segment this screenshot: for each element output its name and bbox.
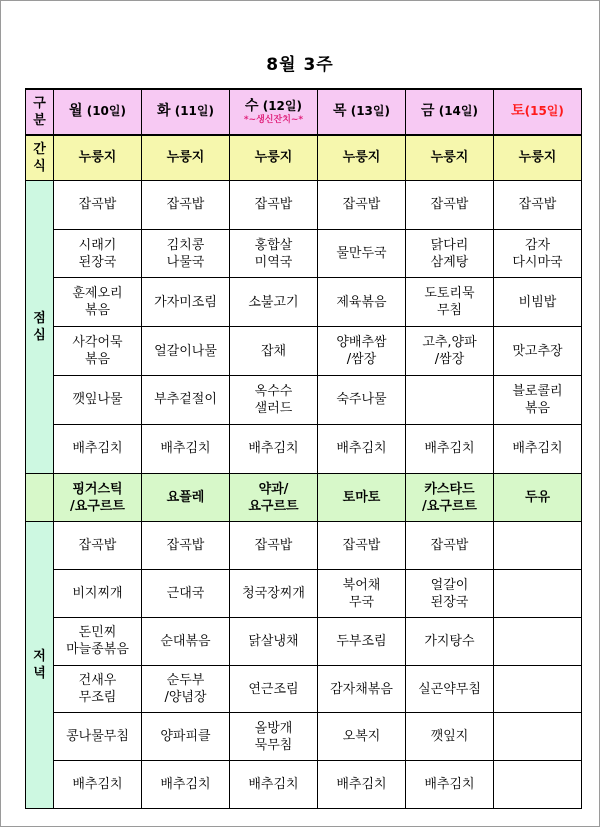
- menu-item-line: 감자채볶음: [330, 681, 393, 697]
- menu-cell: [494, 473, 582, 522]
- menu-item-line: 볶음: [84, 303, 111, 319]
- menu-item-line: 양파피클: [160, 729, 211, 745]
- menu-cell: [494, 522, 582, 570]
- menu-item-line: 잡곡밥: [254, 197, 293, 213]
- menu-item-line: 잡곡밥: [430, 197, 469, 213]
- menu-item-line: 사각어묵: [72, 335, 123, 351]
- menu-cell: [318, 761, 406, 809]
- menu-item-line: 고추,양파: [422, 335, 477, 351]
- meal-row: [26, 327, 582, 376]
- menu-item-line: 핑거스틱: [72, 481, 123, 497]
- menu-item-line: 물만두국: [336, 246, 387, 262]
- meal-row: [26, 522, 582, 570]
- menu-cell: [318, 327, 406, 376]
- menu-cell: [142, 278, 230, 327]
- menu-cell: [406, 229, 494, 278]
- menu-cell: [406, 713, 494, 761]
- day-name: 목: [333, 103, 347, 120]
- menu-cell: [230, 665, 318, 713]
- menu-item-line: 배추김치: [72, 441, 123, 457]
- menu-cell: [142, 570, 230, 618]
- menu-item-line: 닭살냉채: [248, 633, 299, 649]
- weekly-menu-table: [25, 88, 582, 809]
- menu-item-line: 된장국: [430, 594, 469, 610]
- menu-cell: [230, 180, 318, 229]
- menu-item-line: 양배추쌈: [336, 335, 387, 351]
- lunch-label-char: 점: [33, 310, 46, 326]
- meal-row: [26, 761, 582, 809]
- menu-cell: [318, 278, 406, 327]
- menu-item-line: 배추김치: [248, 777, 299, 793]
- menu-item-line: 콩나물무침: [66, 729, 129, 745]
- menu-item-line: 가지탕수: [424, 633, 475, 649]
- menu-item-line: 오복지: [342, 729, 381, 745]
- menu-cell: [406, 570, 494, 618]
- menu-cell: [142, 473, 230, 522]
- menu-cell: [406, 617, 494, 665]
- menu-cell: [318, 376, 406, 425]
- menu-cell: [494, 761, 582, 809]
- menu-item-line: 카스타드: [424, 481, 475, 497]
- afternoon-snack-row: [26, 473, 582, 522]
- menu-cell: [406, 473, 494, 522]
- menu-item-line: 김치콩: [166, 237, 205, 253]
- menu-item-line: 무침: [436, 303, 463, 319]
- menu-cell: [230, 327, 318, 376]
- menu-cell: [142, 376, 230, 425]
- menu-item-line: 숙주나물: [336, 392, 387, 408]
- menu-cell: [142, 229, 230, 278]
- menu-item-line: 청국장찌개: [242, 586, 305, 602]
- menu-item-line: 얼갈이: [430, 577, 469, 593]
- menu-item-line: 제육볶음: [336, 294, 387, 310]
- menu-cell: [406, 761, 494, 809]
- day-date: (14일): [438, 104, 478, 119]
- dinner-label-char: 저: [33, 649, 46, 665]
- menu-cell: [406, 522, 494, 570]
- menu-cell: [54, 665, 142, 713]
- menu-item-line: 잡채: [260, 343, 287, 359]
- menu-cell: [230, 278, 318, 327]
- day-date: (11일): [174, 104, 214, 119]
- menu-item-line: 삼계탕: [430, 254, 469, 270]
- menu-cell: [230, 522, 318, 570]
- menu-cell: [318, 522, 406, 570]
- menu-item-line: 부추겉절이: [154, 392, 217, 408]
- menu-item-line: 잡곡밥: [166, 538, 205, 554]
- menu-cell: [142, 665, 230, 713]
- menu-cell: [494, 327, 582, 376]
- morning-snack-row: [26, 135, 582, 181]
- menu-cell: [54, 376, 142, 425]
- day-name: 금: [421, 103, 435, 120]
- menu-item-line: 홍합살: [254, 237, 293, 253]
- menu-cell: [494, 424, 582, 473]
- afternoon-snack-section: [26, 473, 582, 522]
- menu-cell: [142, 713, 230, 761]
- menu-item-line: 얼갈이나물: [154, 343, 217, 359]
- menu-item-line: 배추김치: [248, 441, 299, 457]
- menu-cell: [494, 229, 582, 278]
- day-name: 화: [157, 103, 171, 120]
- menu-item-line: 배추김치: [336, 441, 387, 457]
- menu-cell: [494, 570, 582, 618]
- menu-item-line: 미역국: [254, 254, 293, 270]
- menu-cell: [142, 180, 230, 229]
- menu-cell: [142, 761, 230, 809]
- menu-cell: [230, 761, 318, 809]
- menu-item-line: 근대국: [166, 586, 205, 602]
- menu-item-line: 두유: [524, 490, 551, 505]
- day-header-sat: [494, 89, 582, 135]
- menu-item-line: 비빔밥: [518, 294, 557, 310]
- dinner-section: [26, 522, 582, 809]
- menu-item-line: 순두부: [166, 673, 205, 689]
- menu-item-line: 소불고기: [248, 294, 299, 310]
- menu-cell: [318, 424, 406, 473]
- menu-item-line: 닭다리: [430, 237, 469, 253]
- menu-item-line: 잡곡밥: [254, 538, 293, 554]
- menu-item-line: 올방개: [254, 720, 293, 736]
- menu-cell: [318, 665, 406, 713]
- menu-cell: [54, 570, 142, 618]
- menu-item-line: 옥수수: [254, 383, 293, 399]
- menu-item-line: 실곤약무침: [418, 681, 481, 697]
- menu-item-line: 샐러드: [254, 400, 293, 416]
- menu-cell: 누룽지: [406, 135, 494, 181]
- menu-cell: [494, 665, 582, 713]
- menu-cell: [494, 617, 582, 665]
- menu-cell: [142, 327, 230, 376]
- menu-cell: [230, 713, 318, 761]
- menu-item-line: 블로콜리: [512, 383, 563, 399]
- meal-row: [26, 665, 582, 713]
- menu-item-line: 도토리묵: [424, 286, 475, 302]
- menu-item-line: 잡곡밥: [518, 197, 557, 213]
- day-date: (12일): [262, 98, 302, 113]
- dinner-label: [26, 522, 54, 809]
- menu-cell: [318, 473, 406, 522]
- day-header-fri: [406, 89, 494, 135]
- menu-cell: [230, 376, 318, 425]
- menu-item-line: 배추김치: [424, 777, 475, 793]
- menu-cell: [318, 713, 406, 761]
- menu-item-line: 배추김치: [336, 777, 387, 793]
- menu-item-line: 훈제오리: [72, 286, 123, 302]
- menu-cell: [142, 522, 230, 570]
- menu-cell: [494, 713, 582, 761]
- meal-row: [26, 713, 582, 761]
- menu-item-line: 깻잎지: [430, 729, 469, 745]
- meal-row: [26, 617, 582, 665]
- lunch-section: [26, 180, 582, 473]
- menu-cell: [230, 424, 318, 473]
- menu-cell: [406, 180, 494, 229]
- menu-cell: [54, 180, 142, 229]
- menu-item-line: 배추김치: [72, 777, 123, 793]
- menu-cell: 누룽지: [54, 135, 142, 181]
- menu-cell: [318, 570, 406, 618]
- meal-row: [26, 376, 582, 425]
- menu-cell: [230, 617, 318, 665]
- header-row: [26, 89, 582, 135]
- menu-cell: [230, 473, 318, 522]
- menu-item-line: 묵무침: [254, 737, 293, 753]
- day-name: 토: [511, 103, 525, 120]
- day-date: (13일): [350, 104, 390, 119]
- menu-item-line: 잡곡밥: [78, 197, 117, 213]
- menu-cell: [54, 229, 142, 278]
- menu-item-line: 깻잎나물: [72, 392, 123, 408]
- category-label: 구분: [26, 89, 54, 135]
- dinner-label-char: 녁: [33, 666, 46, 682]
- menu-item-line: 무국: [348, 594, 375, 610]
- menu-cell: [54, 473, 142, 522]
- menu-item-line: 돈민찌: [78, 625, 117, 641]
- menu-item-line: 잡곡밥: [166, 197, 205, 213]
- menu-cell: 누룽지: [142, 135, 230, 181]
- menu-cell: 누룽지: [230, 135, 318, 181]
- menu-cell: [54, 522, 142, 570]
- menu-cell: [54, 327, 142, 376]
- menu-cell: [494, 376, 582, 425]
- menu-item-line: /요구르트: [70, 498, 125, 514]
- menu-item-line: 배추김치: [512, 441, 563, 457]
- menu-cell: [318, 229, 406, 278]
- menu-cell: [406, 665, 494, 713]
- menu-cell: [406, 327, 494, 376]
- day-header-mon: [54, 89, 142, 135]
- menu-item-line: 맛고추장: [512, 343, 563, 359]
- meal-row: [26, 229, 582, 278]
- lunch-label: [26, 180, 54, 473]
- menu-item-line: 잡곡밥: [342, 197, 381, 213]
- afternoon-snack-label: [26, 473, 54, 522]
- menu-item-line: 다시마국: [512, 254, 563, 270]
- menu-cell: [318, 180, 406, 229]
- day-date: (15일): [524, 104, 564, 119]
- menu-cell: [230, 570, 318, 618]
- menu-cell: [406, 278, 494, 327]
- menu-item-line: /쌈장: [346, 352, 377, 368]
- page-title: 8월 3주: [266, 55, 334, 75]
- menu-cell: [54, 713, 142, 761]
- day-name: 수: [245, 97, 259, 114]
- day-date: (10일): [86, 104, 126, 119]
- day-header-tue: [142, 89, 230, 135]
- menu-item-line: 잡곡밥: [78, 538, 117, 554]
- menu-cell: 누룽지: [494, 135, 582, 181]
- day-header-thu: [318, 89, 406, 135]
- menu-item-line: 배추김치: [160, 441, 211, 457]
- lunch-label-char: 심: [33, 327, 46, 343]
- meal-row: [26, 278, 582, 327]
- menu-item-line: 순대볶음: [160, 633, 211, 649]
- menu-cell: [54, 278, 142, 327]
- menu-cell: [142, 424, 230, 473]
- menu-item-line: 약과/: [258, 481, 289, 497]
- day-header-wed: [230, 89, 318, 135]
- birthday-party-note: *~생신잔치~*: [243, 114, 304, 125]
- menu-item-line: 가자미조림: [154, 294, 217, 310]
- menu-item-line: 토마토: [342, 490, 381, 505]
- menu-item-line: 두부조림: [336, 633, 387, 649]
- menu-item-line: /양념장: [164, 690, 207, 706]
- meal-row: [26, 180, 582, 229]
- menu-item-line: 시래기: [78, 237, 117, 253]
- menu-item-line: 잡곡밥: [342, 538, 381, 554]
- menu-cell: [494, 180, 582, 229]
- meal-row: [26, 424, 582, 473]
- menu-item-line: 요구르트: [248, 498, 299, 514]
- snack-label: 간식: [26, 135, 54, 181]
- menu-cell: [142, 617, 230, 665]
- menu-cell: [54, 617, 142, 665]
- menu-cell: [494, 278, 582, 327]
- day-name: 월: [69, 103, 83, 120]
- menu-item-line: 무조림: [78, 690, 117, 706]
- menu-cell: [54, 761, 142, 809]
- menu-item-line: 볶음: [84, 352, 111, 368]
- menu-item-line: 연근조림: [248, 681, 299, 697]
- meal-row: [26, 570, 582, 618]
- menu-item-line: 비지찌개: [72, 586, 123, 602]
- menu-item-line: 나물국: [166, 254, 205, 270]
- menu-item-line: 된장국: [78, 254, 117, 270]
- menu-cell: [318, 617, 406, 665]
- menu-item-line: 배추김치: [424, 441, 475, 457]
- menu-item-line: 감자: [524, 237, 551, 253]
- menu-item-line: 북어채: [342, 577, 381, 593]
- menu-cell: [54, 424, 142, 473]
- menu-cell: [230, 229, 318, 278]
- menu-item-line: /요구르트: [422, 498, 477, 514]
- menu-item-line: 잡곡밥: [430, 538, 469, 554]
- menu-item-line: 마늘종볶음: [66, 642, 129, 658]
- menu-item-line: 배추김치: [160, 777, 211, 793]
- menu-item-line: 건새우: [78, 673, 117, 689]
- menu-item-line: 요플레: [166, 490, 205, 505]
- menu-cell: 누룽지: [318, 135, 406, 181]
- menu-item-line: 볶음: [524, 400, 551, 416]
- menu-item-line: /쌈장: [434, 352, 465, 368]
- menu-cell: [406, 424, 494, 473]
- menu-cell: [406, 376, 494, 425]
